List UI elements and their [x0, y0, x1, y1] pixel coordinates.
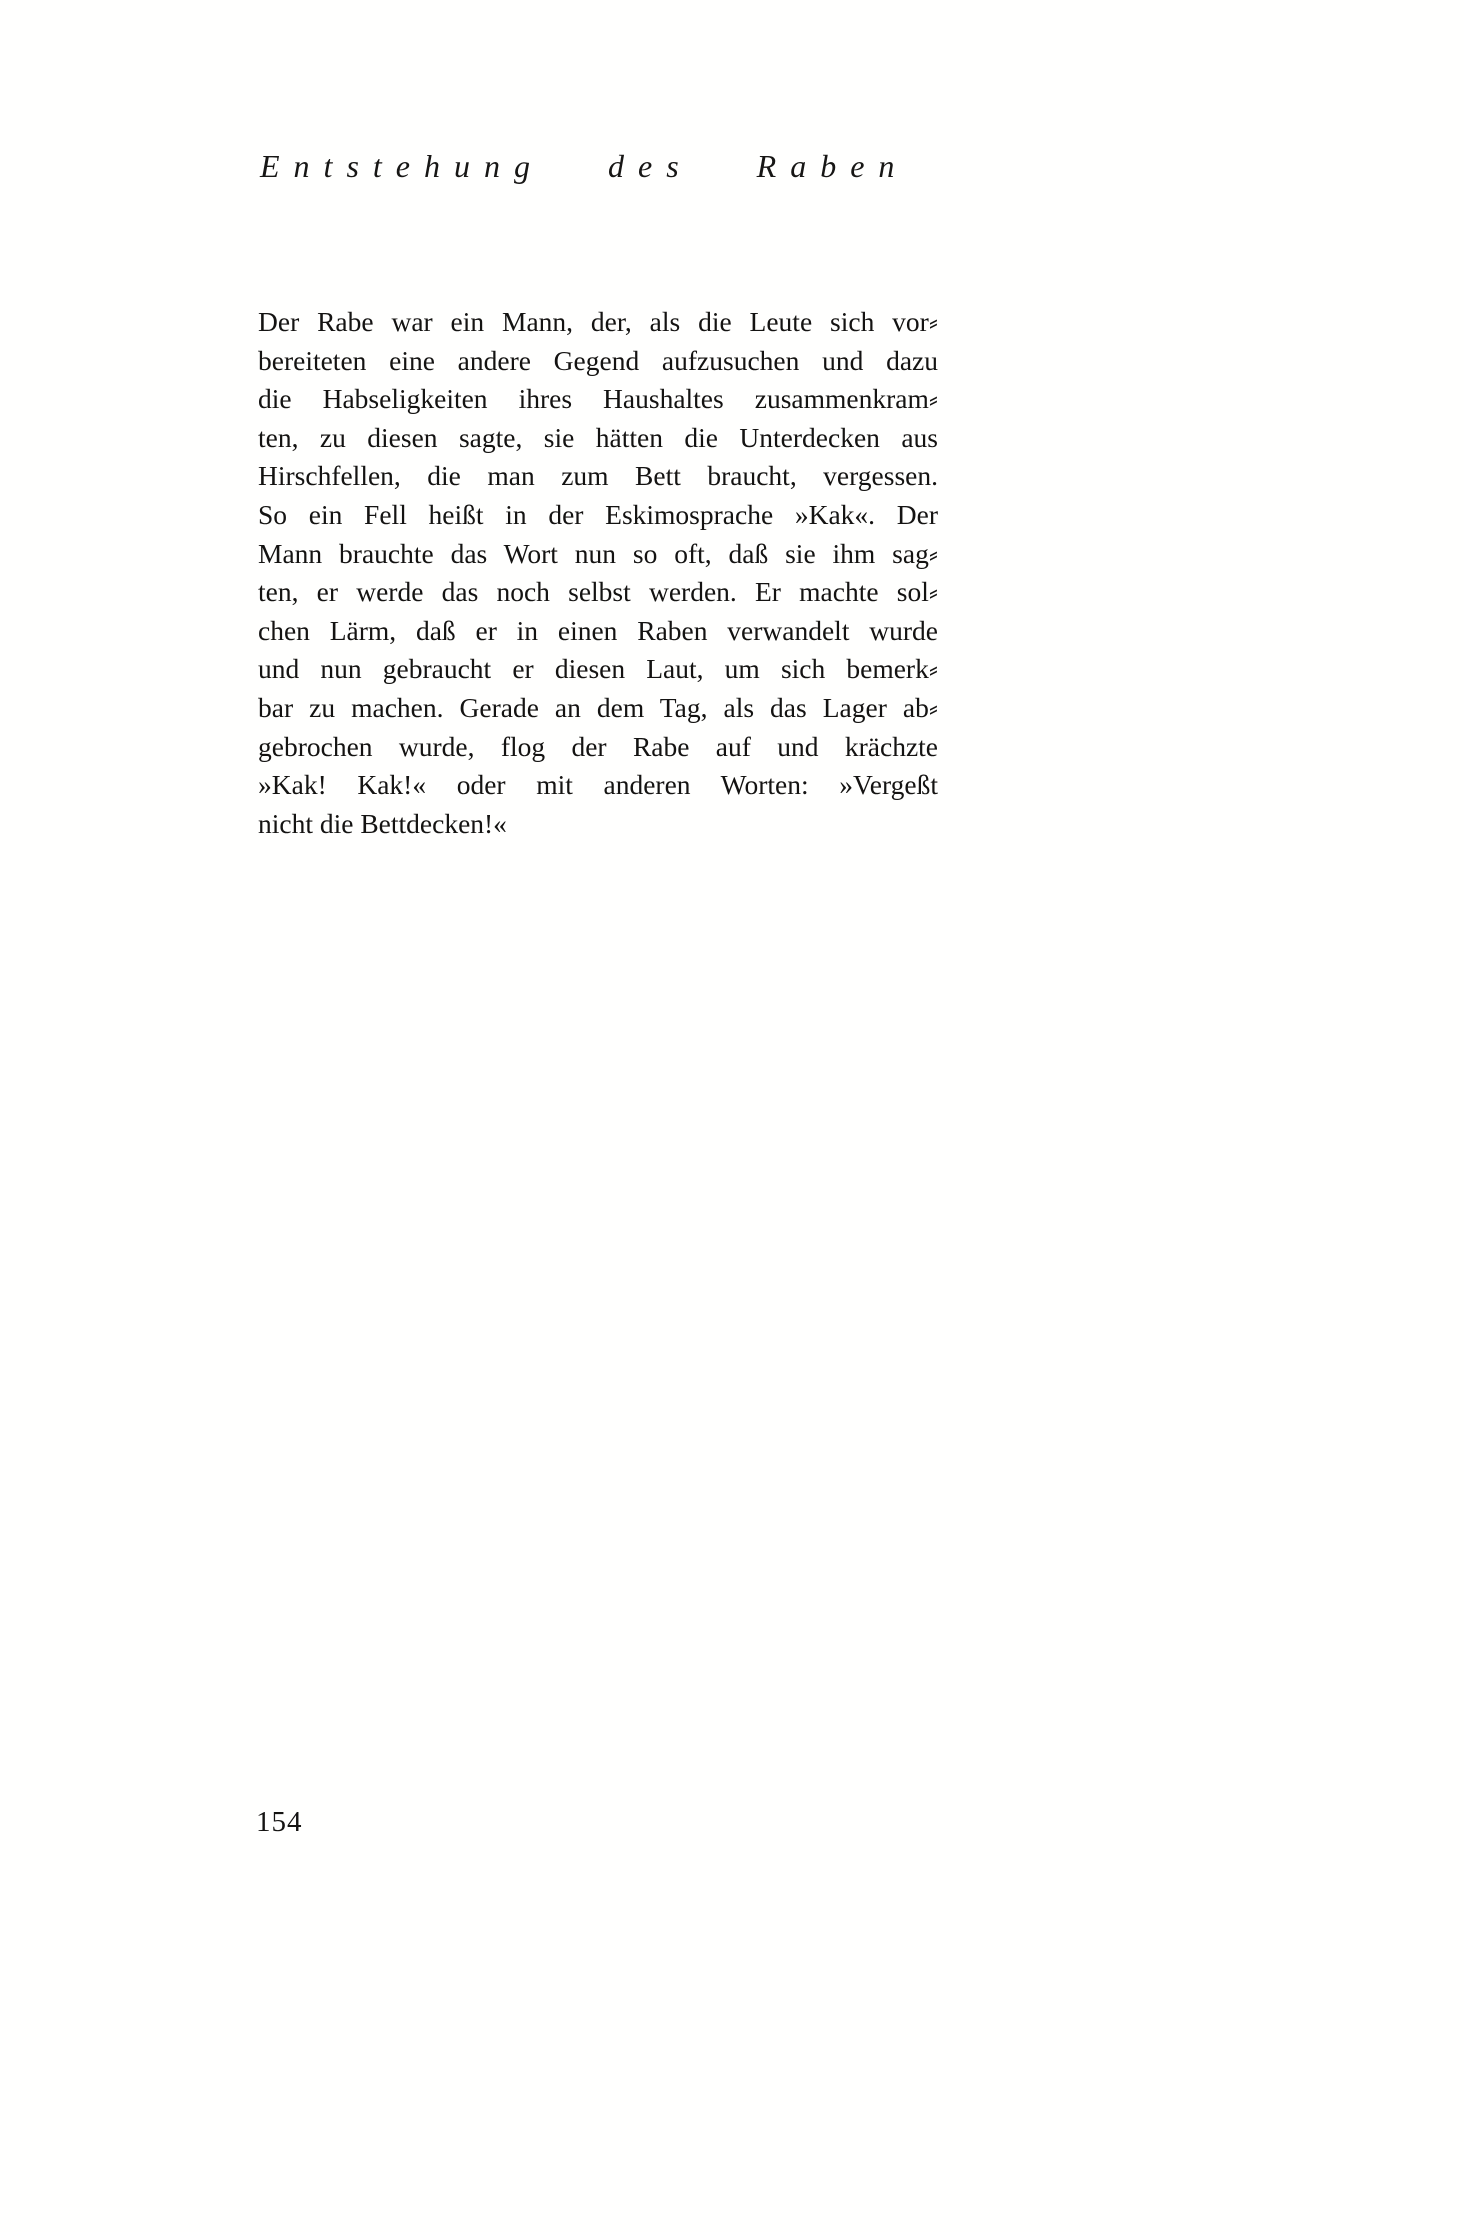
text-line: ten, zu diesen sagte, sie hätten die Unterdecken aus	[258, 421, 938, 453]
text-line: So ein Fell heißt in der Eskimosprache »Kak«. Der	[258, 498, 938, 530]
text-line: ten, er werde das noch selbst werden. Er machte sol⸗	[258, 576, 938, 608]
text-line: »Kak! Kak!« oder mit anderen Worten: »Vergeßt	[258, 769, 938, 801]
text-line: Der Rabe war ein Mann, der, als die Leute sich vor⸗	[258, 306, 938, 337]
text-line: gebrochen wurde, flog der Rabe auf und krächzte	[258, 730, 938, 762]
text-line: nicht die Bettdecken!«	[258, 807, 507, 839]
text-line: und nun gebraucht er diesen Laut, um sich bemerk⸗	[258, 653, 938, 685]
page-title: Entstehung des Raben	[260, 148, 909, 184]
text-line: Mann brauchte das Wort nun so oft, daß sie ihm sag⸗	[258, 537, 938, 569]
text-line: bereiteten eine andere Gegend aufzusuchen und dazu	[258, 344, 938, 376]
text-line: Hirschfellen, die man zum Bett braucht, vergessen.	[258, 460, 938, 492]
page-number: 154	[256, 1806, 303, 1838]
text-line: die Habseligkeiten ihres Haushaltes zusammenkram⸗	[258, 383, 938, 415]
text-line: chen Lärm, daß er in einen Raben verwandelt wurde	[258, 614, 938, 646]
text-line: bar zu machen. Gerade an dem Tag, als das Lager ab⸗	[258, 691, 938, 723]
story-paragraph	[258, 303, 938, 843]
